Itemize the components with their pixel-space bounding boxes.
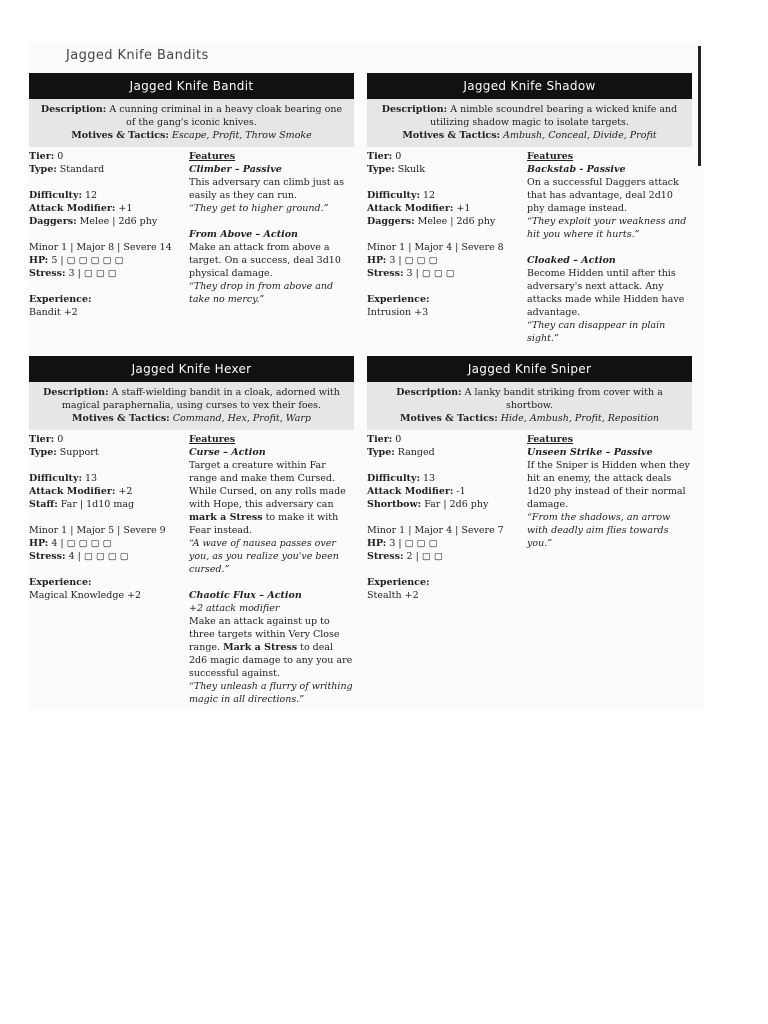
feature-name: Climber – Passive [189, 164, 282, 175]
description-box: Description: A staff-wielding bandit in a cloak, adorned with magical paraphernalia, using curses to vex their foes. Motives & Tactics: Command, Hex, Profit, Warp [29, 382, 354, 430]
features-block: Features Backstab - Passive On a successful Daggers attack that has advantage, deal 2d10 phy damage instead. “They exploit your weakness and hit you where it hurts.” Cloaked – Action Become Hidden until after this adversary's next attack. Any attacks made while Hidden have advantage. “They can disappear in plain sight.” [527, 150, 692, 345]
feature-name: Curse – Action [189, 447, 266, 458]
feature-name: Chaotic Flux – Action [189, 590, 302, 601]
damage-thresholds: Minor 1 | Major 4 | Severe 7 [367, 525, 504, 536]
feature-name: Backstab - Passive [527, 164, 626, 175]
page-title: Jagged Knife Bandits [66, 48, 209, 63]
description-box: Description: A cunning criminal in a heavy cloak bearing one of the gang's iconic knives. Motives & Tactics: Escape, Profit, Throw Smoke [29, 99, 354, 147]
adversary-card-hexer [29, 356, 354, 706]
margin-rule [698, 46, 701, 166]
stat-block: Tier: 0 Type: Support Difficulty: 13 Attack Modifier: +2 Staff: Far | 1d10 mag Minor 1 | Major 5 | Severe 9 HP: 4 | ▢ ▢ ▢ ▢ Stress: 4 | ▢ ▢ ▢ ▢ Experience: Magical Knowledge +2 [29, 433, 189, 706]
adversary-card-sniper [367, 356, 692, 602]
card-title: Jagged Knife Hexer [29, 356, 354, 382]
card-title: Jagged Knife Bandit [29, 73, 354, 99]
description-box: Description: A nimble scoundrel bearing a wicked knife and utilizing shadow magic to isolate targets. Motives & Tactics: Ambush, Conceal, Divide, Profit [367, 99, 692, 147]
card-title: Jagged Knife Shadow [367, 73, 692, 99]
feature-name: Cloaked – Action [527, 255, 616, 266]
features-block: Features Curse – Action Target a creature within Far range and make them Cursed. While Cursed, on any rolls made with Hope, this adversary can mark a Stress to make it with Fear instead. “A wave of nausea passes over you, as you realize you've been cursed.” Chaotic Flux – Action +2 attack modifier Make an attack against up to three targets within Very Close range. Mark a Stress to deal 2d6 magic damage to any you are successful against. “They unleash a flurry of writhing magic in all directions.” [189, 434, 353, 705]
damage-thresholds: Minor 1 | Major 5 | Severe 9 [29, 525, 166, 536]
damage-thresholds: Minor 1 | Major 8 | Severe 14 [29, 242, 172, 253]
adversary-card-shadow [367, 73, 692, 345]
description-box: Description: A lanky bandit striking from cover with a shortbow. Motives & Tactics: Hide, Ambush, Profit, Reposition [367, 382, 692, 430]
features-block: Features Climber – Passive This adversary can climb just as easily as they can run. “They get to higher ground.” From Above – Action Make an attack from above a target. On a success, deal 3d10 physical damage. “They drop in from above and take no mercy.” [189, 150, 354, 319]
feature-name: Unseen Strike – Passive [527, 447, 653, 458]
stat-block: Tier: 0 Type: Ranged Difficulty: 13 Attack Modifier: -1 Shortbow: Far | 2d6 phy Minor 1 | Major 4 | Severe 7 HP: 3 | ▢ ▢ ▢ Stress: 2 | ▢ ▢ Experience: Stealth +2 [367, 433, 527, 602]
features-block: Features Unseen Strike – Passive If the Sniper is Hidden when they hit an enemy, the attack deals 1d20 phy instead of their normal damage. “From the shadows, an arrow with deadly aim flies towards you.” [527, 433, 692, 602]
adversary-card-bandit [29, 73, 354, 319]
stat-block: Tier: 0 Type: Skulk Difficulty: 12 Attack Modifier: +1 Daggers: Melee | 2d6 phy Minor 1 | Major 4 | Severe 8 HP: 3 | ▢ ▢ ▢ Stress: 3 | ▢ ▢ ▢ Experience: Intrusion +3 [367, 150, 527, 345]
card-title: Jagged Knife Sniper [367, 356, 692, 382]
feature-name: From Above – Action [189, 229, 298, 240]
stat-block: Tier: 0 Type: Standard Difficulty: 12 Attack Modifier: +1 Daggers: Melee | 2d6 phy Minor 1 | Major 8 | Severe 14 HP: 5 | ▢ ▢ ▢ ▢ ▢ Stress: 3 | ▢ ▢ ▢ Experience: Bandit +2 [29, 150, 189, 319]
damage-thresholds: Minor 1 | Major 4 | Severe 8 [367, 242, 504, 253]
